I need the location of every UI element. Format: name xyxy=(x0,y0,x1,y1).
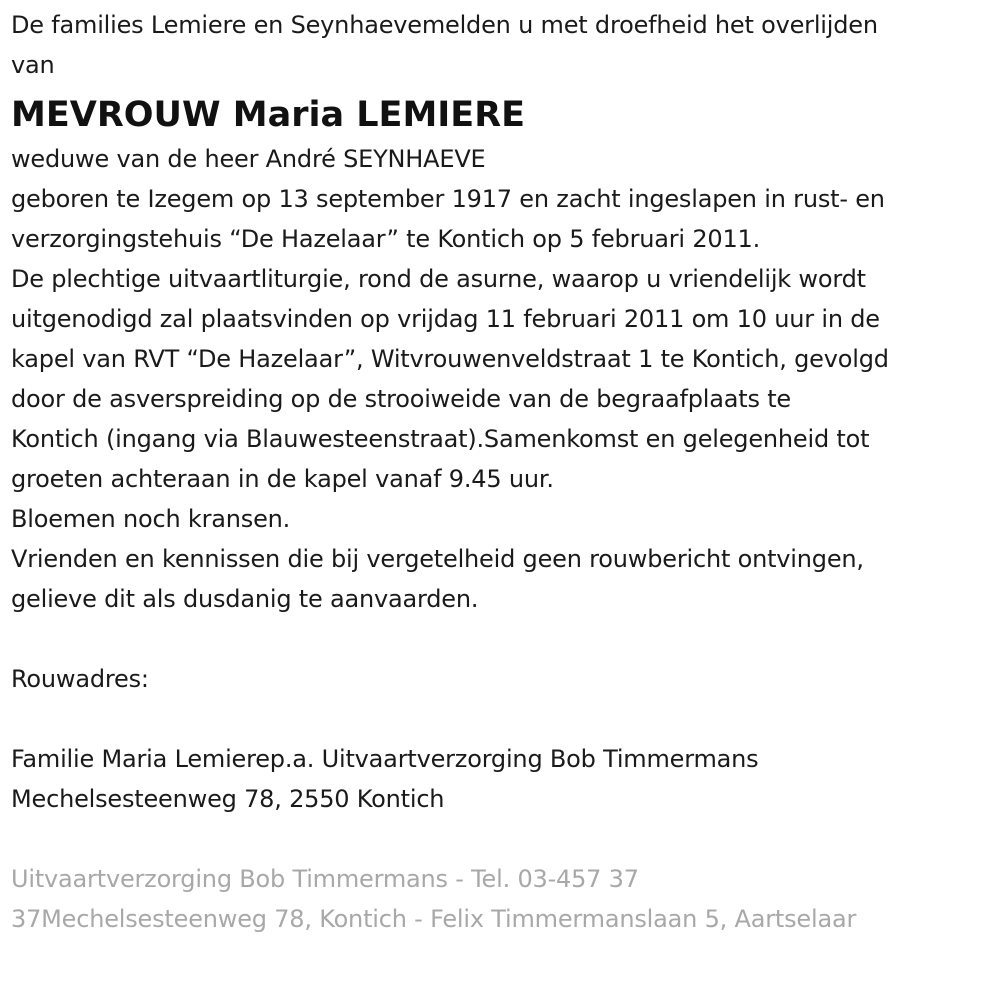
deceased-name-heading: MEVROUW Maria LEMIERE xyxy=(11,95,526,135)
address-line: Familie Maria Lemierep.a. Uitvaartverzorging Bob Timmermans xyxy=(11,745,759,773)
body-line: De plechtige uitvaartliturgie, rond de asurne, waarop u vriendelijk wordt xyxy=(11,265,866,293)
body-line: groeten achteraan in de kapel vanaf 9.45 uur. xyxy=(11,465,554,493)
address-label: Rouwadres: xyxy=(11,665,149,693)
body-line: geboren te Izegem op 13 september 1917 en zacht ingeslapen in rust- en xyxy=(11,185,885,213)
body-paragraph xyxy=(11,139,996,619)
body-line: uitgenodigd zal plaatsvinden op vrijdag 11 februari 2011 om 10 uur in de xyxy=(11,305,880,333)
spacer xyxy=(11,619,996,659)
footer-line: Uitvaartverzorging Bob Timmermans - Tel. 03-457 37 xyxy=(11,865,639,893)
intro-line: van xyxy=(11,51,55,79)
body-line: gelieve dit als dusdanig te aanvaarden. xyxy=(11,585,479,613)
intro-paragraph xyxy=(11,5,996,85)
spacer xyxy=(11,699,996,739)
footer-line: 37Mechelsesteenweg 78, Kontich - Felix Timmermanslaan 5, Aartselaar xyxy=(11,905,857,933)
spacer xyxy=(11,819,996,859)
address-block xyxy=(11,739,996,819)
body-line: Kontich (ingang via Blauwesteenstraat).Samenkomst en gelegenheid tot xyxy=(11,425,870,453)
body-line: Bloemen noch kransen. xyxy=(11,505,291,533)
funeral-home-footer xyxy=(11,859,996,939)
obituary-document xyxy=(11,5,996,939)
body-line: weduwe van de heer André SEYNHAEVE xyxy=(11,145,486,173)
body-line: kapel van RVT “De Hazelaar”, Witvrouwenveldstraat 1 te Kontich, gevolgd xyxy=(11,345,889,373)
address-line: Mechelsesteenweg 78, 2550 Kontich xyxy=(11,785,445,813)
body-line: door de asverspreiding op de strooiweide van de begraafplaats te xyxy=(11,385,791,413)
body-line: verzorgingstehuis “De Hazelaar” te Kontich op 5 februari 2011. xyxy=(11,225,761,253)
intro-line: De families Lemiere en Seynhaevemelden u met droefheid het overlijden xyxy=(11,11,878,39)
body-line: Vrienden en kennissen die bij vergetelheid geen rouwbericht ontvingen, xyxy=(11,545,864,573)
